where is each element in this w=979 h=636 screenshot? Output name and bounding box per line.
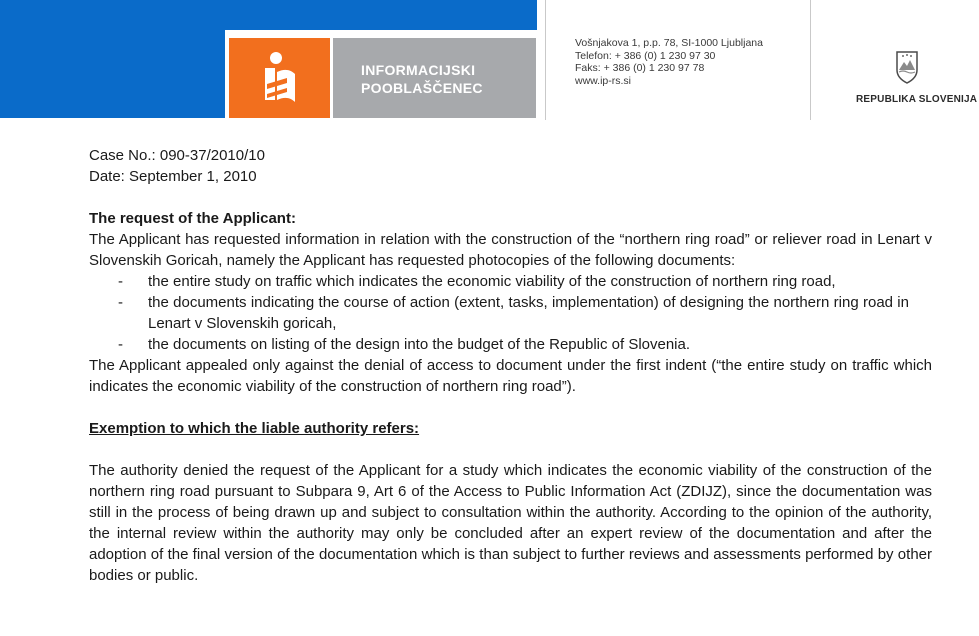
dash-marker: - — [118, 273, 123, 290]
request-list — [89, 271, 932, 355]
brand-name — [361, 61, 483, 97]
blue-band-left — [0, 30, 225, 118]
phone-line: Telefon: + 386 (0) 1 230 97 30 — [575, 49, 716, 62]
exemption-text: The authority denied the request of the Applicant for a study which indicates the economic viability of the construction of the northern ring road pursuant to Subpara 9, Art 6 of the Access to Public Information Act (ZDIJZ), since the documentation was still in the process of being drawn up and subject to consultation within the authority. According to the opinion of the authority, the internal review within the authority may only be concluded after an expert review of the documentation and after the adoption of the final version of the documentation which is than subject to further reviews and assessments performed by other bodies or public. — [89, 462, 932, 584]
request-intro: The Applicant has requested information in relation with the construction of the “northern ring road” or reliever road in Lenart v Slovenskih Goricah, namely the Applicant has requested photocopies of the following documents: — [89, 231, 932, 269]
dash-marker: - — [118, 336, 123, 353]
blue-band-top — [0, 0, 537, 30]
list-item-text: the documents on listing of the design into the budget of the Republic of Slovenia. — [148, 336, 691, 353]
appeal-text: The Applicant appealed only against the denial of access to document under the first indent (“the entire study on traffic which indicates the economic viability of the construction of northern ring road”). — [89, 357, 932, 395]
republic-name: REPUBLIKA SLOVENIJA — [856, 94, 978, 105]
person-reading-icon — [229, 38, 330, 118]
dash-marker: - — [118, 294, 123, 311]
exemption-heading: Exemption to which the liable authority refers: — [89, 420, 420, 437]
document-date: Date: September 1, 2010 — [89, 168, 257, 185]
document-body — [89, 145, 932, 586]
list-item-text: the entire study on traffic which indicates the economic viability of the construction of northern ring road, — [148, 273, 836, 290]
fax-line: Faks: + 386 (0) 1 230 97 78 — [575, 62, 705, 74]
contact-address — [575, 37, 763, 87]
list-item-text: the documents indicating the course of action (extent, tasks, implementation) of designing the northern ring road in Lenart v Slovenskih goricah, — [148, 294, 909, 332]
request-heading: The request of the Applicant: — [89, 210, 296, 227]
brand-line-2: POOBLAŠČENEC — [361, 80, 483, 96]
slovenian-crest-icon — [895, 50, 919, 89]
logo-tile — [229, 38, 330, 118]
divider-line — [545, 0, 546, 120]
letterhead — [0, 0, 979, 124]
divider-line — [810, 0, 811, 120]
list-item — [89, 334, 909, 355]
website-line[interactable]: www.ip-rs.si — [575, 74, 632, 87]
list-item — [89, 292, 909, 334]
brand-line-1: INFORMACIJSKI — [361, 62, 476, 78]
case-number: Case No.: 090-37/2010/10 — [89, 147, 265, 164]
list-item — [89, 271, 909, 292]
address-line: Vošnjakova 1, p.p. 78, SI-1000 Ljubljana — [575, 37, 763, 49]
